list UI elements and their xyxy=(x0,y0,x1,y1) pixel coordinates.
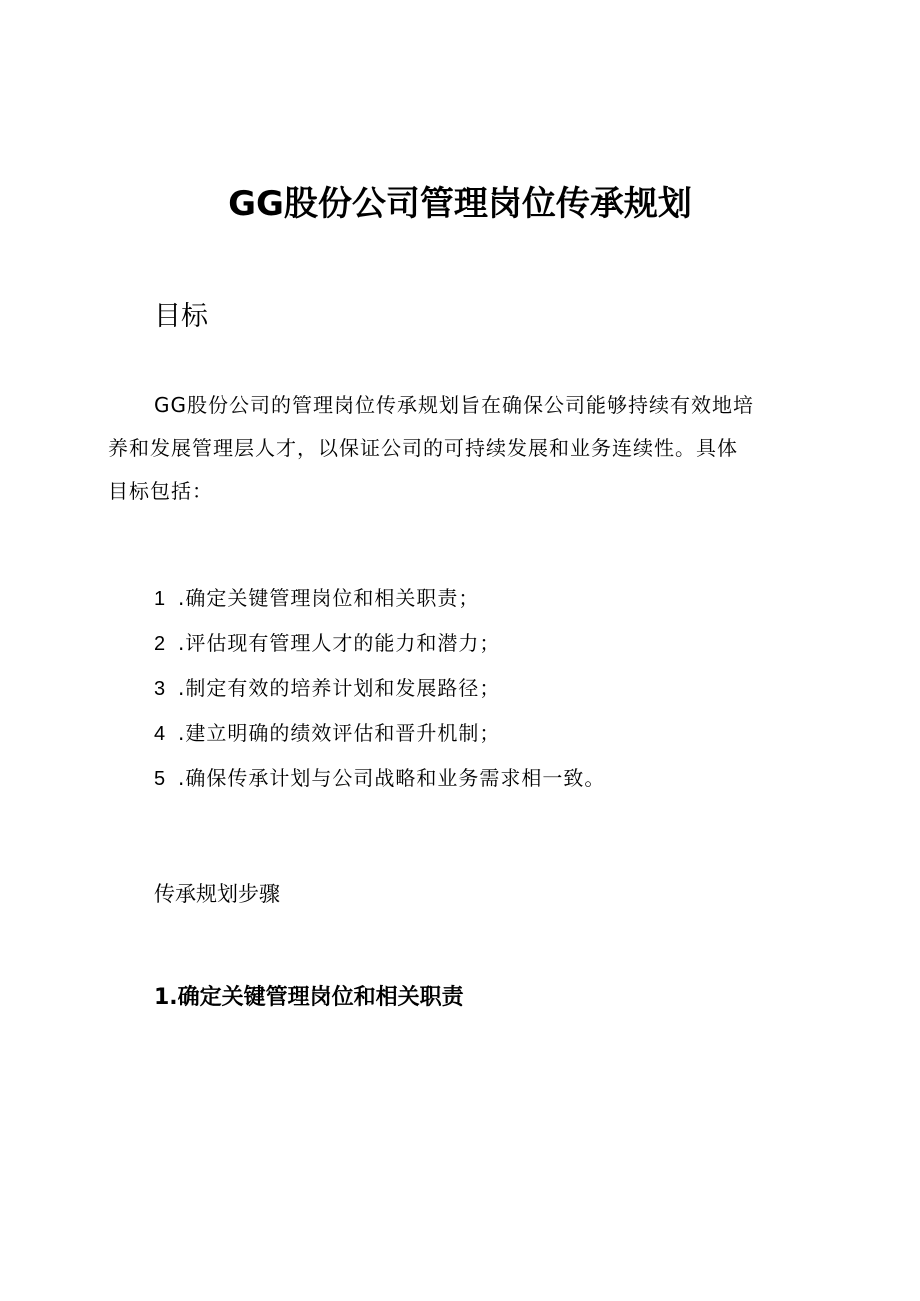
intro-line: GG股份公司的管理岗位传承规划旨在确保公司能够持续有效地培 xyxy=(154,393,754,417)
document-title: GG股份公司管理岗位传承规划 xyxy=(228,184,692,224)
intro-line: 目标包括： xyxy=(108,479,213,503)
objective-heading: 目标 xyxy=(154,301,208,332)
goal-number: 4 xyxy=(154,723,167,745)
goal-item xyxy=(154,623,605,668)
goal-list xyxy=(154,578,605,803)
goal-text: .建立明确的绩效评估和晋升机制； xyxy=(178,721,501,745)
goal-number: 5 xyxy=(154,768,167,790)
goal-item xyxy=(154,713,605,758)
goal-text: .确保传承计划与公司战略和业务需求相一致。 xyxy=(178,766,606,790)
step1-heading: 1.确定关键管理岗位和相关职责 xyxy=(154,985,464,1010)
goal-item xyxy=(154,758,605,803)
steps-heading: 传承规划步骤 xyxy=(154,882,280,906)
goal-item xyxy=(154,668,605,713)
intro-paragraph xyxy=(108,384,820,513)
goal-number: 2 xyxy=(154,633,167,655)
goal-text: .制定有效的培养计划和发展路径； xyxy=(178,676,501,700)
goal-number: 1 xyxy=(154,588,167,610)
goal-text: .确定关键管理岗位和相关职责； xyxy=(178,586,480,610)
goal-item xyxy=(154,578,605,623)
goal-text: .评估现有管理人才的能力和潜力； xyxy=(178,631,501,655)
intro-line: 养和发展管理层人才，以保证公司的可持续发展和业务连续性。具体 xyxy=(108,436,738,460)
goal-number: 3 xyxy=(154,678,167,700)
